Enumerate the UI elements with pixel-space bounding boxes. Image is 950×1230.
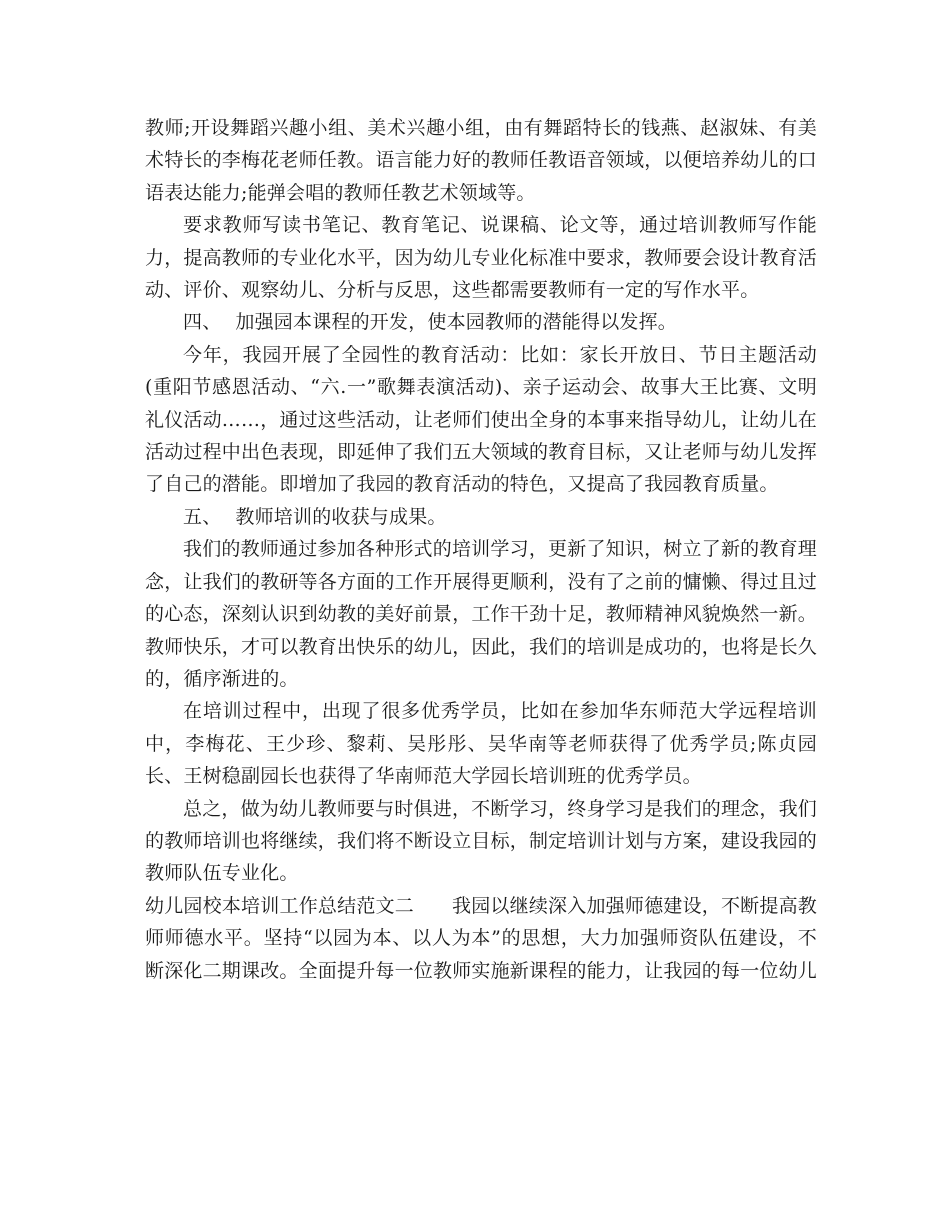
paragraph-outstanding-trainees: 在培训过程中，出现了很多优秀学员，比如在参加华东师范大学远程培训中，李梅花、王少珍、黎莉、吴彤彤、吴华南等老师获得了优秀学员;陈贞园长、王树稳副园长也获得了华南师范大学园长培训班的优秀学员。 (145, 700, 817, 788)
paragraph-activities: 今年，我园开展了全园性的教育活动：比如：家长开放日、节日主题活动(重阳节感恩活动、“六.一”歌舞表演活动)、亲子运动会、故事大王比赛、文明礼仪活动……，通过这些活动，让老师们使出全身的本事来指导幼儿，让幼儿在活动过程中出色表现，即延伸了我们五大领域的教育目标，又让老师与幼儿发挥了自己的潜能。即增加了我园的教育活动的特色，又提高了我园教育质量。 (145, 343, 818, 496)
document-body (145, 112, 817, 987)
section-heading-text: 教师培训的收获与成果。 (235, 505, 447, 528)
section-heading-text: 加强园本课程的开发，使本园教师的潜能得以发挥。 (235, 311, 678, 334)
sample-title: 幼儿园校本培训工作总结范文二 (145, 894, 414, 917)
sample-text: 我园以继续深入加强师德建设，不断提高教师师德水平。坚持“以园为本、以人为本”的思想，大力加强师资队伍建设，不断深化二期课改。全面提升每一位教师实施新课程的能力，让我园的每一位幼儿 (145, 894, 818, 982)
section-number: 四、 (183, 311, 222, 334)
section-number: 五、 (183, 505, 222, 528)
section-heading-five (145, 501, 817, 533)
section-heading-four (145, 306, 817, 338)
paragraph-second-sample (145, 890, 817, 987)
paragraph-teacher-assignment: 教师;开设舞蹈兴趣小组、美术兴趣小组，由有舞蹈特长的钱燕、赵淑妹、有美术特长的李梅花老师任教。语言能力好的教师任教语音领域，以便培养幼儿的口语表达能力;能弹会唱的教师任教艺术领域等。 (145, 117, 818, 204)
paragraph-conclusion: 总之，做为幼儿教师要与时俱进，不断学习，终身学习是我们的理念，我们的教师培训也将继续，我们将不断设立目标，制定培训计划与方案，建设我园的教师队伍专业化。 (145, 797, 818, 885)
paragraph-writing-requirements: 要求教师写读书笔记、教育笔记、说课稿、论文等，通过培训教师写作能力，提高教师的专业化水平，因为幼儿专业化标准中要求，教师要会设计教育活动、评价、观察幼儿、分析与反思，这些都需要教师有一定的写作水平。 (145, 214, 818, 302)
paragraph-training-results: 我们的教师通过参加各种形式的培训学习，更新了知识，树立了新的教育理念，让我们的教研等各方面的工作开展得更顺利，没有了之前的慵懒、得过且过的心态，深刻认识到幼教的美好前景，工作干劲十足，教师精神风貌焕然一新。教师快乐，才可以教育出快乐的幼儿，因此，我们的培训是成功的，也将是长久的，循序渐进的。 (145, 538, 818, 690)
